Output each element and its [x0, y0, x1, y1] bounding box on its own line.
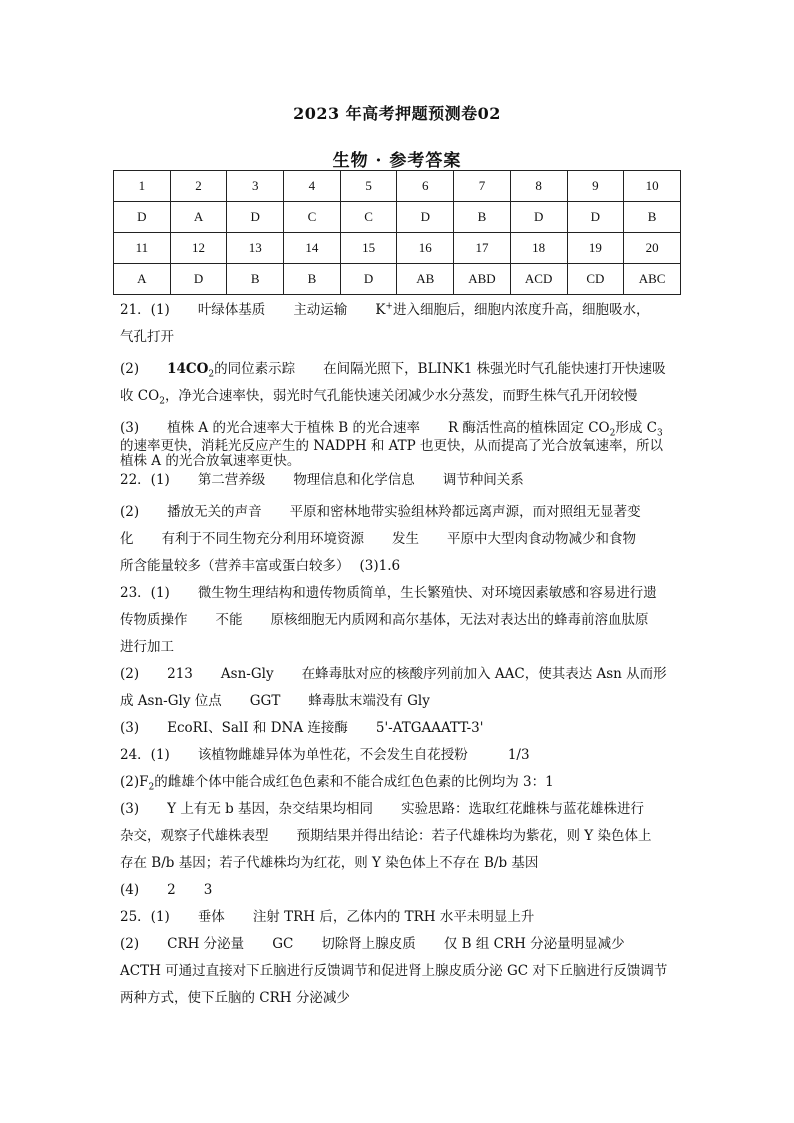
- question-number-cell: 20: [624, 233, 681, 264]
- q25-part2-number: (2): [120, 936, 140, 952]
- q23-part3-number: (3): [120, 720, 140, 736]
- q21-part2-number: (2): [120, 361, 140, 377]
- q21-part2: [120, 356, 684, 383]
- answer-cell: D: [227, 202, 284, 233]
- q24-part1-answer-a: 该植物雌雄异体为单性花，不会发生自花授粉: [197, 747, 468, 763]
- q21-part1-answer-c-k: K: [375, 302, 386, 318]
- q24-part3-cont2: 存在 B/b 基因；若子代雄株均为红花，则 Y 染色体上不存在 B/b 基因: [120, 855, 539, 871]
- q21-part3-number: (3): [120, 420, 140, 436]
- q23-part3: [120, 715, 684, 742]
- question-number-cell: 11: [114, 233, 171, 264]
- q21-part2-cont-post: ，净光合速率快，弱光时气孔能快速关闭减少水分蒸发，而野生株气孔开闭较慢: [164, 388, 638, 404]
- q25-part1-number: 25．(1): [120, 909, 170, 925]
- question-number-cell: 12: [170, 233, 227, 264]
- q24-part2-sub: 2: [148, 782, 155, 793]
- q23-part1-answer-a: 微生物生理结构和遗传物质简单，生长繁殖快、对环境因素敏感和容易进行遗: [197, 585, 657, 601]
- q24-part3-answer-b: 实验思路：选取红花雌株与蓝花雄株进行: [401, 801, 645, 817]
- q21-part1-answer-c-sup: +: [385, 301, 393, 312]
- answer-cell: A: [170, 202, 227, 233]
- q23-part2-answer-c: 在蜂毒肽对应的核酸序列前加入 AAC，使其表达 Asn 从而形: [301, 666, 667, 682]
- q23-part1-number: 23．(1): [120, 585, 170, 601]
- q24-part4-answer-b: 3: [203, 882, 213, 898]
- question-number-cell: 1: [114, 171, 171, 202]
- question-number-cell: 17: [454, 233, 511, 264]
- question-number-cell: 13: [227, 233, 284, 264]
- q25-part2: [120, 931, 684, 958]
- question-number-cell: 19: [567, 233, 624, 264]
- q21-part3-cont-line1: 的速率更快，消耗光反应产生的 NADPH 和 ATP 也更快，从而提高了光合放氧速率，所以: [120, 438, 664, 454]
- q24-part1: [120, 742, 684, 769]
- q21-part3-answer-b-sub2: 3: [656, 428, 663, 439]
- q22-part2-cont2: [120, 553, 684, 580]
- answer-cell: AB: [397, 264, 454, 295]
- page-subtitle: 生物 · 参考答案: [332, 151, 462, 171]
- q23-part2-cont-a: 成 Asn-Gly 位点: [120, 693, 222, 709]
- q23-part2-cont: [120, 688, 684, 715]
- q21-part2-answer-b: 在间隔光照下，BLINK1 株强光时气孔能快速打开快速吸: [323, 361, 666, 377]
- q21-part1: [120, 297, 684, 324]
- answer-cell: B: [284, 264, 341, 295]
- q25-part2-answer-b: GC: [272, 936, 294, 952]
- q22-part2-answer-d: 发生: [392, 531, 419, 547]
- q24-part3-cont: [120, 823, 684, 850]
- q21-part1-answer-c: 进入细胞后，细胞内浓度升高，细胞吸水，: [392, 302, 650, 318]
- q23-part2-answer-a: 213: [167, 666, 193, 682]
- q21-part3-answer-b-sub: 2: [609, 428, 616, 439]
- answer-cell: A: [114, 264, 171, 295]
- answer-table-number-row: [114, 171, 681, 202]
- question-number-cell: 6: [397, 171, 454, 202]
- q23-part1: [120, 580, 684, 607]
- question-number-cell: 10: [624, 171, 681, 202]
- q23-part1-answer-c: 原核细胞无内质网和高尔基体，无法对表达出的蜂毒前溶血肽原: [270, 612, 649, 628]
- q21-part1-number: 21．(1): [120, 302, 170, 318]
- q24-part4-answer-a: 2: [167, 882, 176, 898]
- q24-part1-answer-b: 1/3: [507, 747, 530, 763]
- answer-cell: CD: [567, 264, 624, 295]
- q24-part2-pre: (2)F: [120, 774, 149, 790]
- question-number-cell: 2: [170, 171, 227, 202]
- q22-part2-answer-b: 平原和密林地带实验组林羚都远离声源，而对照组无显著变: [289, 504, 641, 520]
- question-number-cell: 18: [510, 233, 567, 264]
- q21-part3-answer-b-mid: 形成 C: [615, 420, 657, 436]
- q21-part2-cont-pre: 收 CO: [120, 388, 160, 404]
- answer-cell: D: [510, 202, 567, 233]
- q23-part2: [120, 661, 684, 688]
- q23-part1-cont2: 进行加工: [120, 639, 174, 655]
- q21-part3-answer-b: R 酶活性高的植株固定 CO: [447, 420, 610, 436]
- q22-part1-number: 22．(1): [120, 472, 170, 488]
- question-number-cell: 7: [454, 171, 511, 202]
- q21-part2-cont-sub: 2: [159, 396, 165, 407]
- answer-cell: D: [397, 202, 454, 233]
- answer-content: [120, 297, 684, 1012]
- answer-cell: D: [340, 264, 397, 295]
- q22-part1-answer-c: 调节种间关系: [442, 472, 524, 488]
- q24-part2: [120, 769, 684, 796]
- q24-part4-number: (4): [120, 882, 140, 898]
- answer-cell: ABD: [454, 264, 511, 295]
- q23-part1-cont-a: 传物质操作: [120, 612, 188, 628]
- page-title: 2023 年高考押题预测卷02: [293, 104, 501, 123]
- answer-cell: ACD: [510, 264, 567, 295]
- q21-part1-answer-a: 叶绿体基质: [197, 302, 266, 318]
- q23-part2-answer-b: Asn-Gly: [220, 666, 274, 682]
- q25-part2-answer-a: CRH 分泌量: [167, 936, 245, 952]
- q22-part2-answer-a: 播放无关的声音: [167, 504, 262, 520]
- answer-cell: D: [114, 202, 171, 233]
- q23-part1-cont: [120, 607, 684, 634]
- q23-part3-answer-a: EcoRI、SalI 和 DNA 连接酶: [167, 720, 348, 736]
- q22-part3: (3)1.6: [359, 558, 401, 574]
- q24-part3-cont-a: 杂交，观察子代雄株表型: [120, 828, 269, 844]
- q22-part1: [120, 467, 684, 494]
- q21-part2-answer-a: 14CO: [167, 361, 209, 377]
- answer-cell: B: [624, 202, 681, 233]
- answer-cell: D: [170, 264, 227, 295]
- q21-part2-cont: [120, 383, 684, 410]
- q24-part3: [120, 796, 684, 823]
- answer-cell: C: [340, 202, 397, 233]
- answer-cell: C: [284, 202, 341, 233]
- q24-part4: [120, 877, 684, 904]
- q23-part2-answer-d: GGT: [249, 693, 281, 709]
- q23-part2-answer-e: 蜂毒肽末端没有 Gly: [308, 693, 430, 709]
- question-number-cell: 3: [227, 171, 284, 202]
- q25-part2-cont2: 两种方式，使下丘脑的 CRH 分泌减少: [120, 990, 350, 1006]
- question-number-cell: 8: [510, 171, 567, 202]
- answer-cell: ABC: [624, 264, 681, 295]
- answer-table-answer-row: [114, 264, 681, 295]
- question-number-cell: 16: [397, 233, 454, 264]
- q24-part2-answer: 的雌雄个体中能合成红色色素和不能合成红色色素的比例均为 3：1: [154, 774, 554, 790]
- q22-part2-answer-e: 平原中大型肉食动物减少和食物: [447, 531, 636, 547]
- answer-table-answer-row: [114, 202, 681, 233]
- q21-part3-answer-a: 植株 A 的光合速率大于植株 B 的光合速率: [167, 420, 420, 436]
- q23-part3-answer-b: 5'-ATGAAATT-3': [375, 720, 484, 736]
- answer-cell: D: [567, 202, 624, 233]
- q21-part1-cont: 气孔打开: [120, 329, 174, 345]
- q25-part1-answer-b: 注射 TRH 后，乙体内的 TRH 水平未明显上升: [252, 909, 535, 925]
- q22-part2-number: (2): [120, 504, 140, 520]
- answer-table-number-row: [114, 233, 681, 264]
- q22-part2-answer-c: 有利于不同生物充分利用环境资源: [161, 531, 364, 547]
- q22-part2-cont-b: 所含能量较多（营养丰富或蛋白较多）: [120, 558, 350, 574]
- q24-part3-number: (3): [120, 801, 140, 817]
- q21-part3-cont: [120, 433, 684, 469]
- q24-part3-answer-c: 预期结果并得出结论：若子代雄株均为紫花，则 Y 染色体上: [296, 828, 652, 844]
- q24-part1-number: 24．(1): [120, 747, 170, 763]
- q21-part3-cont-line2: 植株 A 的光合放氧速率更快。: [120, 453, 301, 469]
- q22-part2: [120, 499, 684, 526]
- q25-part1: [120, 904, 684, 931]
- q22-part1-answer-b: 物理信息和化学信息: [293, 472, 415, 488]
- question-number-cell: 15: [340, 233, 397, 264]
- q23-part2-number: (2): [120, 666, 140, 682]
- q22-part2-cont-a: 化: [120, 531, 134, 547]
- q25-part2-answer-c: 切除肾上腺皮质: [321, 936, 416, 952]
- question-number-cell: 4: [284, 171, 341, 202]
- question-number-cell: 9: [567, 171, 624, 202]
- q23-part1-answer-b: 不能: [215, 612, 243, 628]
- q22-part2-cont: [120, 526, 684, 553]
- q24-part3-answer-a: Y 上有无 b 基因，杂交结果均相同: [167, 801, 374, 817]
- q21-part2-answer-a-sub: 2: [208, 369, 215, 380]
- answer-table: [113, 170, 681, 295]
- q22-part1-answer-a: 第二营养级: [197, 472, 266, 488]
- q25-part2-cont: ACTH 可通过直接对下丘脑进行反馈调节和促进肾上腺皮质分泌 GC 对下丘脑进行反馈调节: [120, 963, 668, 979]
- answer-cell: B: [454, 202, 511, 233]
- q25-part1-answer-a: 垂体: [197, 909, 225, 925]
- answer-cell: B: [227, 264, 284, 295]
- q25-part2-answer-d: 仅 B 组 CRH 分泌量明显减少: [443, 936, 625, 952]
- question-number-cell: 5: [340, 171, 397, 202]
- q21-part1-answer-b: 主动运输: [293, 302, 348, 318]
- question-number-cell: 14: [284, 233, 341, 264]
- q21-part2-answer-a-post: 的同位素示踪: [214, 361, 296, 377]
